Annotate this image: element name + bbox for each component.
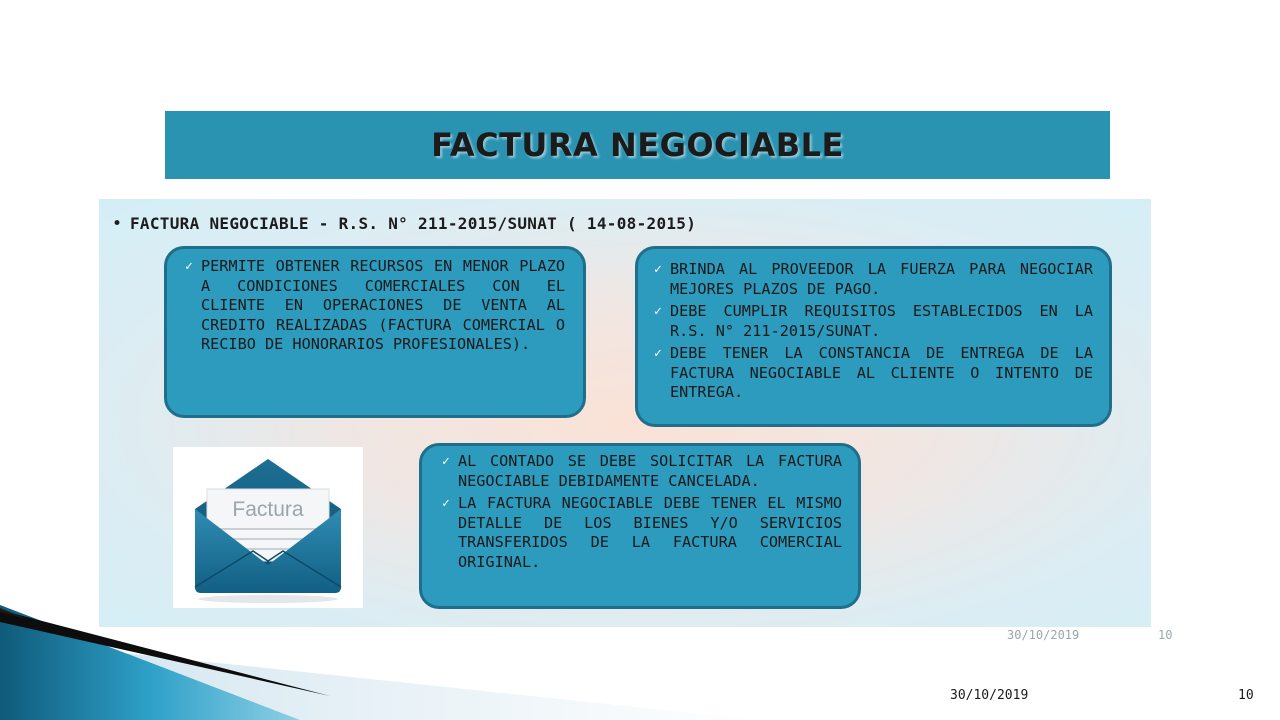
list-item: ✓ BRINDA AL PROVEEDOR LA FUERZA PARA NEGOCIAR MEJORES PLAZOS DE PAGO.	[654, 260, 1093, 298]
bullet-dot-icon: •	[112, 214, 123, 234]
envelope-label: Factura	[232, 498, 304, 521]
check-icon: ✓	[654, 304, 662, 319]
inner-footer-page: 10	[1158, 628, 1173, 642]
check-icon: ✓	[442, 454, 450, 469]
bullet-heading: • FACTURA NEGOCIABLE - R.S. N° 211-2015/SUNAT ( 14-08-2015)	[112, 214, 697, 234]
check-icon: ✓	[654, 346, 662, 361]
slide-title: FACTURA NEGOCIABLE	[431, 126, 844, 164]
title-bar	[165, 111, 1110, 179]
list-right	[654, 260, 1093, 403]
list-item: ✓ PERMITE OBTENER RECURSOS EN MENOR PLAZO A CONDICIONES COMERCIALES CON EL CLIENTE EN OPERACIONES DE VENTA AL CREDITO REALIZADAS (FACTURA COMERCIAL O RECIBO DE HONORARIOS PROFESIONALES).	[185, 257, 565, 353]
list-item: ✓ AL CONTADO SE DEBE SOLICITAR LA FACTURA NEGOCIABLE DEBIDAMENTE CANCELADA.	[442, 452, 842, 490]
list-item: ✓ LA FACTURA NEGOCIABLE DEBE TENER EL MISMO DETALLE DE LOS BIENES Y/O SERVICIOS TRANSFERIDOS DE LA FACTURA COMERCIAL ORIGINAL.	[442, 494, 842, 571]
list-item: ✓ DEBE TENER LA CONSTANCIA DE ENTREGA DE LA FACTURA NEGOCIABLE AL CLIENTE O INTENTO DE ENTREGA.	[654, 344, 1093, 401]
info-box-bottom	[419, 443, 861, 609]
info-box-right	[635, 246, 1112, 427]
footer-page: 10	[1238, 688, 1254, 703]
inner-footer-date: 30/10/2019	[1007, 628, 1080, 642]
footer-date: 30/10/2019	[950, 688, 1029, 703]
list-item: ✓ DEBE CUMPLIR REQUISITOS ESTABLECIDOS EN LA R.S. N° 211-2015/SUNAT.	[654, 302, 1093, 340]
check-icon: ✓	[654, 262, 662, 277]
factura-envelope-image	[173, 447, 363, 608]
list-bottom	[442, 452, 842, 572]
envelope-icon	[173, 447, 363, 608]
list-left	[185, 257, 565, 355]
check-icon: ✓	[442, 496, 450, 511]
info-box-left	[164, 246, 586, 418]
check-icon: ✓	[185, 259, 193, 274]
